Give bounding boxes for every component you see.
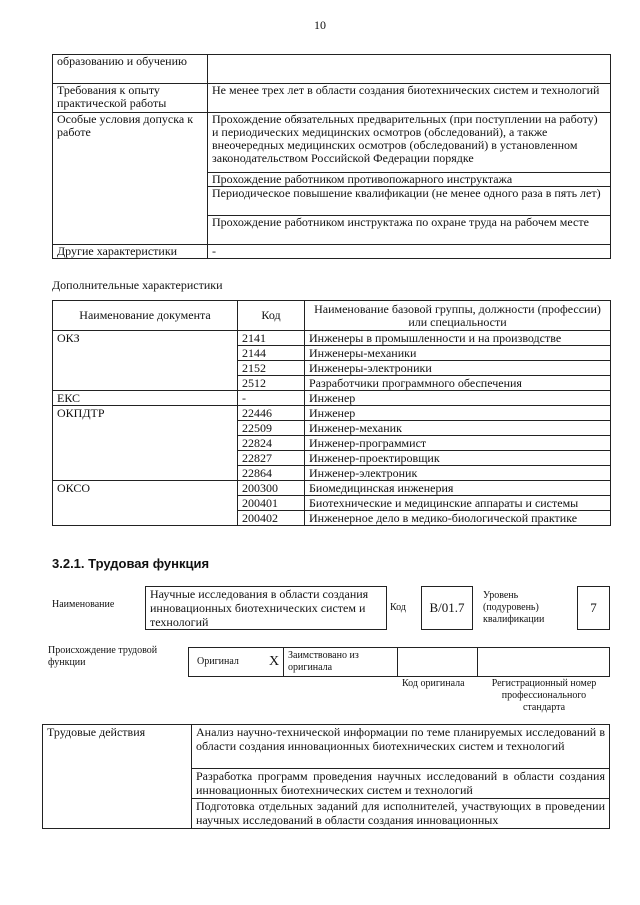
name-cell: Инженер (305, 406, 611, 421)
origin-code-label: Код оригинала (402, 678, 465, 689)
extra-characteristics-caption: Дополнительные характеристики (52, 278, 223, 292)
original-mark: X (269, 654, 280, 669)
labor-actions-table (42, 724, 610, 829)
column-header: Код (238, 301, 305, 331)
table-cell-label: Другие характеристики (53, 245, 208, 259)
table-row (53, 346, 611, 361)
action-item: Разработка программ проведения научных исследований в области создания инновационных биотехнических систем и технологий (192, 769, 610, 799)
name-cell: Биомедицинская инженерия (305, 481, 611, 496)
name-cell: Инженеры-механики (305, 346, 611, 361)
code-cell: 200300 (238, 481, 305, 496)
table-row (53, 421, 611, 436)
table-row (43, 725, 610, 769)
code-cell: 22864 (238, 466, 305, 481)
table-cell-label: Особые условия допуска к работе (53, 113, 208, 245)
reg-number-label: Регистрационный номер профессионального стандарта (491, 678, 597, 713)
doc-cell (53, 466, 238, 481)
doc-cell (53, 421, 238, 436)
table-row (53, 361, 611, 376)
divider (283, 648, 284, 676)
name-cell: Биотехнические и медицинские аппараты и системы (305, 496, 611, 511)
table-row (53, 406, 611, 421)
divider (477, 648, 478, 676)
code-cell: 200402 (238, 511, 305, 526)
column-header: Наименование документа (53, 301, 238, 331)
code-cell: 2141 (238, 331, 305, 346)
table-row (53, 331, 611, 346)
level-label: Уровень (подуровень) квалификации (483, 590, 545, 625)
code-cell: 2144 (238, 346, 305, 361)
table-row (53, 466, 611, 481)
code-cell: 200401 (238, 496, 305, 511)
doc-cell (53, 511, 238, 526)
name-cell: Инженер (305, 391, 611, 406)
doc-cell (53, 496, 238, 511)
table-row (53, 391, 611, 406)
code-cell: 22824 (238, 436, 305, 451)
code-cell: 22509 (238, 421, 305, 436)
page-number: 10 (314, 18, 326, 32)
name-cell: Инженеры-электроники (305, 361, 611, 376)
name-cell: Инженер-программист (305, 436, 611, 451)
name-cell: Инженерное дело в медико-биологической практике (305, 511, 611, 526)
name-cell: Инженер-электроник (305, 466, 611, 481)
origin-label: Происхождение трудовой функции (48, 645, 158, 668)
doc-cell (53, 376, 238, 391)
origin-box (188, 647, 610, 677)
table-row (53, 376, 611, 391)
level-box: 7 (577, 586, 610, 630)
function-code-box: B/01.7 (421, 586, 473, 630)
name-cell: Инженер-проектировщик (305, 451, 611, 466)
doc-cell (53, 451, 238, 466)
doc-cell: ОКПДТР (53, 406, 238, 421)
code-cell: 22446 (238, 406, 305, 421)
doc-cell: ЕКС (53, 391, 238, 406)
divider (397, 648, 398, 676)
table-cell-value: - (208, 245, 611, 259)
code-cell: 2512 (238, 376, 305, 391)
table-row (53, 496, 611, 511)
table-cell-label: Требования к опыту практической работы (53, 84, 208, 113)
table-row (53, 511, 611, 526)
action-item: Анализ научно-технической информации по теме планируемых исследований в области создания инновационных биотехнических систем и технологий (192, 725, 610, 769)
code-cell: 22827 (238, 451, 305, 466)
code-cell: - (238, 391, 305, 406)
name-cell: Инженер-механик (305, 421, 611, 436)
code-label: Код (390, 602, 406, 613)
table-cell-value: Прохождение обязательных предварительных (при поступлении на работу) и периодических медицинских осмотров (обследований), а также внеочередных медицинских осмотров (обследований) в установленном законодательством Российской Федерации порядке (208, 113, 611, 173)
extra-characteristics-table (52, 300, 611, 526)
table-row (53, 451, 611, 466)
action-item: Подготовка отдельных заданий для исполнителей, участвующих в проведении научных исследований в области создания инновационных (192, 799, 610, 829)
doc-cell (53, 436, 238, 451)
doc-cell: ОКЗ (53, 331, 238, 346)
table-row (53, 481, 611, 496)
name-cell: Инженеры в промышленности и на производстве (305, 331, 611, 346)
table-cell-value: Не менее трех лет в области создания биотехнических систем и технологий (208, 84, 611, 113)
section-heading: 3.2.1. Трудовая функция (52, 556, 210, 571)
requirements-table (52, 54, 611, 259)
borrowed-label: Заимствовано из оригинала (288, 650, 359, 673)
name-label: Наименование (52, 599, 115, 610)
original-label: Оригинал (197, 656, 239, 667)
column-header: Наименование базовой группы, должности (профессии) или специальности (305, 301, 611, 331)
name-cell: Разработчики программного обеспечения (305, 376, 611, 391)
table-row (53, 436, 611, 451)
doc-cell: ОКСО (53, 481, 238, 496)
doc-cell (53, 346, 238, 361)
actions-label: Трудовые действия (43, 725, 192, 829)
table-cell-value: Периодическое повышение квалификации (не менее одного раза в пять лет) (208, 187, 611, 216)
table-cell-value: Прохождение работником противопожарного инструктажа (208, 173, 611, 187)
table-cell-label: образованию и обучению (53, 55, 208, 84)
table-cell-value (208, 55, 611, 84)
code-cell: 2152 (238, 361, 305, 376)
function-name-box: Научные исследования в области создания инновационных биотехнических систем и технологий (145, 586, 387, 630)
doc-cell (53, 361, 238, 376)
table-cell-value: Прохождение работником инструктажа по охране труда на рабочем месте (208, 216, 611, 245)
